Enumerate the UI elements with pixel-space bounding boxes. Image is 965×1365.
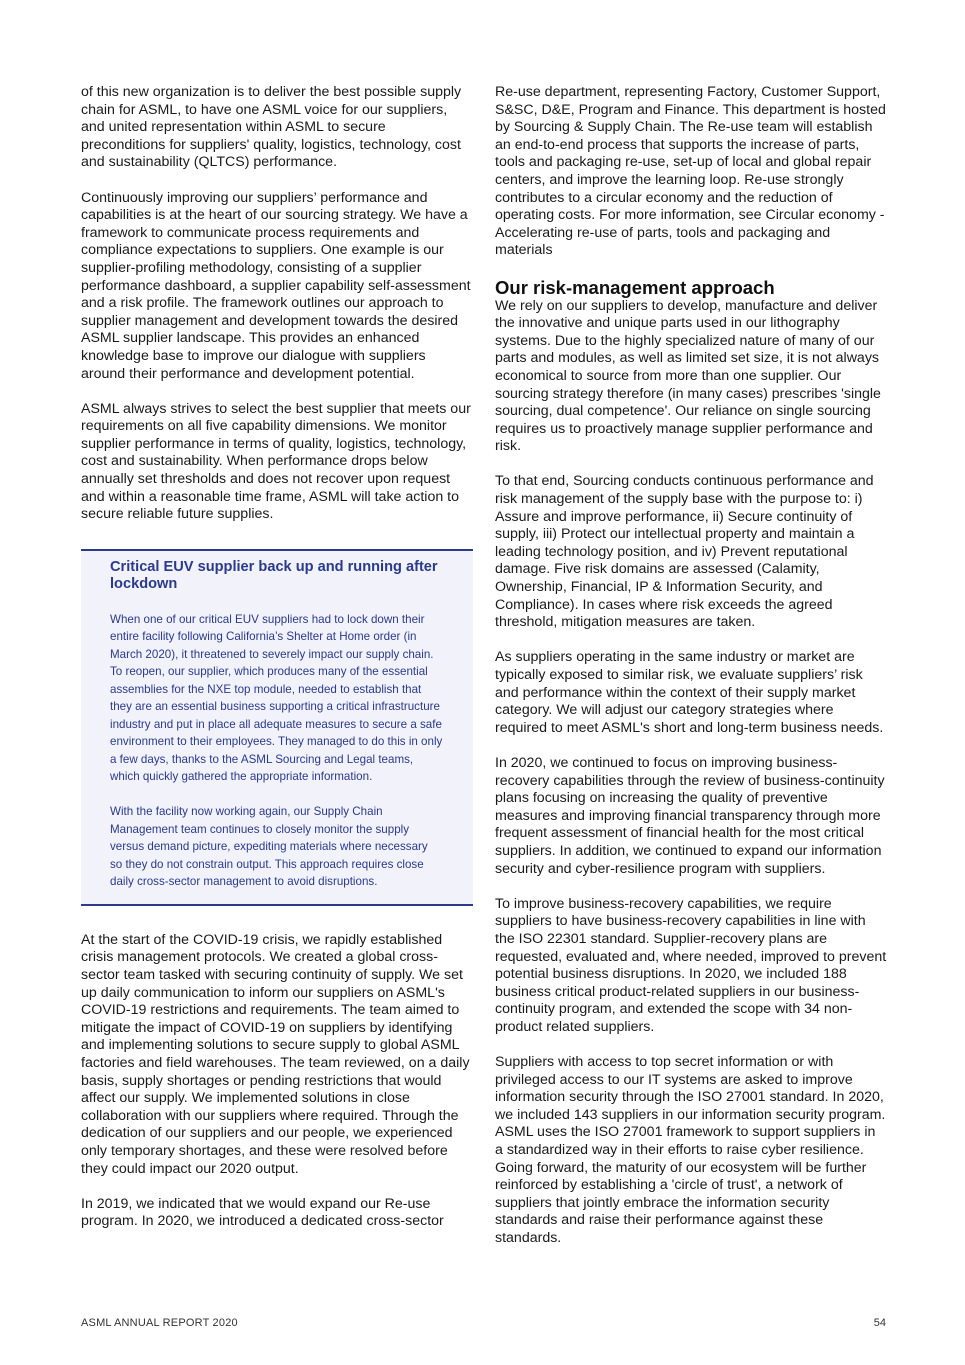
paragraph-iso-22301: To improve business-recovery capabilities, we require suppliers to have business-recovery capabilities in line with the ISO 22301 standard. Supplier-recovery plans are requested, evaluated and, where needed, improved to prevent potential business disruptions. In 2020, we included 188 business critical product-related suppliers in our business-continuity program, and extended the scope with 34 non-product related suppliers.	[495, 895, 887, 1035]
case-study-title: Critical EUV supplier back up and running after lockdown	[110, 558, 438, 593]
footer-report-title: ASML ANNUAL REPORT 2020	[81, 1317, 238, 1329]
paragraph-business-recovery: In 2020, we continued to focus on improving business-recovery capabilities through the review of business-continuity plans focusing on increasing the quality of preventive measures and improving financial transparency through more frequent assessment of financial health for the most critical suppliers. In addition, we continued to expand our information security and cyber-resilience program with suppliers.	[495, 754, 885, 877]
paragraph-reuse-department: Re-use department, representing Factory, Customer Support, S&SC, D&E, Program and Finance. This department is hosted by Sourcing & Supply Chain. The Re-use team will establish an end-to-end process that supports the increase of parts, tools and packaging re-use, set-up of local and global repair centers, and improve the learning loop. Re-use strongly contributes to a circular economy and the reduction of operating costs. For more information, see Circular economy - Accelerating re-use of parts, tools and packaging and materials	[495, 84, 886, 259]
paragraph-best-supplier: ASML always strives to select the best supplier that meets our requirements on all five capability dimensions. We monitor supplier performance in terms of quality, logistics, technology, cost and sustainability. When performance drops below annually set thresholds and does not recover upon request and within a reasonable time frame, ASML will take action to secure reliable future supplies.	[81, 400, 471, 523]
paragraph-reuse-intro: In 2019, we indicated that we would expand our Re-use program. In 2020, we introduced a dedicated cross-sector	[81, 1195, 444, 1230]
section-heading-risk-management: Our risk-management approach	[495, 276, 775, 298]
right-column	[495, 84, 887, 1248]
case-study-paragraph-1: When one of our critical EUV suppliers had to lock down their entire facility following California’s Shelter at Home order (in March 2020), it threatened to severely impact our supply chain. To reopen, our supplier, which produces many of the essential assemblies for the NXE top module, needed to establish that they are an essential business supporting a critical infrastructure industry and put in place all adequate measures to secure a safe environment to their employees. They managed to do this in only a few days, thanks to the ASML Sourcing and Legal teams, which quickly gathered the appropriate information.	[110, 612, 443, 784]
paragraph-covid-crisis: At the start of the COVID-19 crisis, we rapidly established crisis management protocols. We created a global cross-sector team tasked with securing continuity of supply. We set up daily communication to inform our suppliers on ASML's COVID-19 restrictions and requirements. The team aimed to mitigate the impact of COVID-19 on suppliers by identifying and implementing solutions to secure supply to global ASML factories and field warehouses. The team reviewed, on a daily basis, supply shortages or pending restrictions that would affect our supply. We implemented solutions in close collaboration with our suppliers where required. Through the dedication of our suppliers and our people, we experienced only temporary shortages, and these were resolved before they could impact our 2020 output.	[81, 931, 470, 1177]
case-study-box	[81, 549, 473, 906]
paragraph-continuous-improvement: Continuously improving our suppliers’ performance and capabilities is at the heart of our sourcing strategy. We have a framework to communicate process requirements and compliance expectations to suppliers. One example is our supplier-profiling methodology, consisting of a supplier performance dashboard, a supplier capability self-assessment and a risk profile. The framework outlines our approach to supplier management and development towards the desired ASML supplier landscape. This provides an enhanced knowledge base to improve our dialogue with suppliers around their performance and development potential.	[81, 189, 471, 382]
case-study-paragraph-2: With the facility now working again, our Supply Chain Management team continues to closely monitor the supply versus demand picture, expediting materials where necessary so they do not constrain output. This approach requires close daily cross-sector management to avoid disruptions.	[110, 805, 428, 889]
paragraph-risk-domains: To that end, Sourcing conducts continuous performance and risk management of the supply base with the purpose to: i) Assure and improve performance, ii) Secure continuity of supply, iii) Protect our intellectual property and maintain a leading technology position, and iv) Prevent reputational damage. Five risk domains are assessed (Calamity, Ownership, Financial, IP & Information Security, and Compliance). In cases where risk exceeds the agreed threshold, mitigation measures are taken.	[495, 473, 874, 631]
paragraph-iso-27001: Suppliers with access to top secret information or with privileged access to our IT systems are asked to improve information security through the ISO 27001 standard. In 2020, we included 143 suppliers in our information security program. ASML uses the ISO 27001 framework to support suppliers in a standardized way in their efforts to raise cyber resilience. Going forward, the maturity of our ecosystem will be further reinforced by establishing a 'circle of trust', a network of suppliers that jointly embrace the information security standards and raise their performance against these standards.	[495, 1054, 886, 1246]
paragraph-market-category: As suppliers operating in the same industry or market are typically exposed to similar risk, we evaluate suppliers’ risk and performance within the context of their supply market category. We will adjust our category strategies where required to meet ASML's short and long-term business needs.	[495, 649, 884, 736]
footer-page-number: 54	[873, 1317, 886, 1329]
paragraph-organization: of this new organization is to deliver the best possible supply chain for ASML, to have one ASML voice for our suppliers, and united representation within ASML to secure preconditions for suppliers' quality, logistics, technology, cost and sustainability (QLTCS) performance.	[81, 84, 462, 171]
left-column	[81, 84, 473, 1231]
paragraph-rely-on-suppliers: We rely on our suppliers to develop, manufacture and deliver the innovative and unique parts used in our lithography systems. Due to the highly specialized nature of many of our parts and modules, as well as limited set size, it is not always economical to source from more than one supplier. Our sourcing strategy therefore (in many cases) prescribes 'single sourcing, dual competence'. Our reliance on single sourcing requires us to proactively manage supplier performance and risk.	[495, 297, 881, 455]
